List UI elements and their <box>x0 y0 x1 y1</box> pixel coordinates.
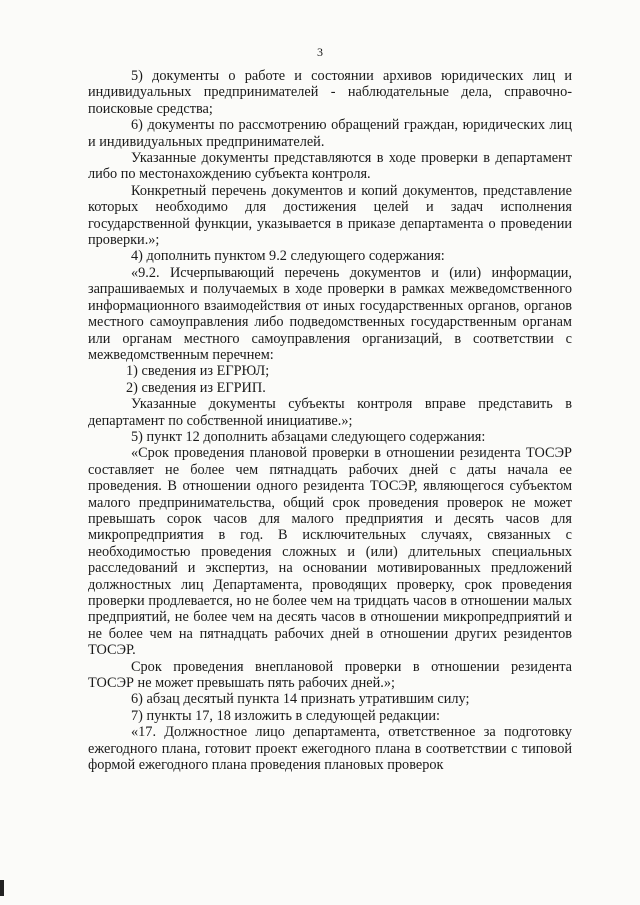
paragraph-planned-inspection-term: «Срок проведения плановой проверки в отношении резидента ТОСЭР составляет не более чем пятнадцать рабочих дней с даты начала ее проведения. В отношении одного резидента ТОСЭР, являющегося субъектом малого предпринимательства, общий срок проведения проверок не может превышать сорок часов для малого предприятия и десять часов для микропредприятия в год. В исключительных случаях, связанных с необходимостью проведения сложных и (или) длительных специальных расследований и экспертиз, на основании мотивированных предложений должностных лиц Департамента, проводящих проверку, срок проведения проверки продлевается, но не более чем на тридцать часов в отношении малых предприятий, не более чем на десять часов в отношении микропредприятий и не более чем на пятнадцать рабочих дней в отношении других резидентов ТОСЭР. <box>88 445 572 659</box>
paragraph-unscheduled-inspection-term: Срок проведения внеплановой проверки в отношении резидента ТОСЭР не может превышать пять рабочих дней.»; <box>88 658 572 692</box>
paragraph-amendment-6: 6) абзац десятый пункта 14 признать утратившим силу; <box>131 691 470 708</box>
paragraph-clause-9-2: «9.2. Исчерпывающий перечень документов и (или) информации, запрашиваемых и получаемых в ходе проверки в рамках межведомственного информационного взаимодействия от иных государственных органов, органов местного самоуправления либо подведомственных государственным органам или органам местного самоуправления организаций, в соответствии с межведомственным перечнем: <box>88 264 572 363</box>
paragraph-amendment-7: 7) пункты 17, 18 изложить в следующей редакции: <box>131 707 440 724</box>
paragraph-documents-submission: Указанные документы представляются в ходе проверки в департамент либо по местонахождению субъекта контроля. <box>88 150 572 183</box>
list-item-egrul: 1) сведения из ЕГРЮЛ; <box>126 363 270 380</box>
paragraph-amendment-4: 4) дополнить пунктом 9.2 следующего содержания: <box>131 248 445 265</box>
paragraph-amendment-5: 5) пункт 12 дополнить абзацами следующего содержания: <box>131 428 486 445</box>
paragraph-clause-17: «17. Должностное лицо департамента, ответственное за подготовку ежегодного плана, готовит проект ежегодного плана в соответствии с типовой формой ежегодного плана проведения плановых проверок <box>88 724 572 774</box>
list-item-egrip: 2) сведения из ЕГРИП. <box>126 379 266 396</box>
paragraph-item-5: 5) документы о работе и состоянии архивов юридических лиц и индивидуальных предпринимателей - наблюдательные дела, справочно-поисковые средства; <box>88 68 572 117</box>
paragraph-own-initiative: Указанные документы субъекты контроля вправе представить в департамент по собственной инициативе.»; <box>88 396 572 429</box>
paragraph-item-6: 6) документы по рассмотрению обращений граждан, юридических лиц и индивидуальных предпринимателей. <box>88 117 572 150</box>
paragraph-specific-list: Конкретный перечень документов и копий документов, представление которых необходимо для достижения целей и задач исполнения государственной функции, указывается в приказе департамента о проведении проверки.»; <box>88 182 572 249</box>
document-body <box>88 68 572 773</box>
page-number: 3 <box>317 45 323 59</box>
scan-edge-mark <box>0 880 4 896</box>
